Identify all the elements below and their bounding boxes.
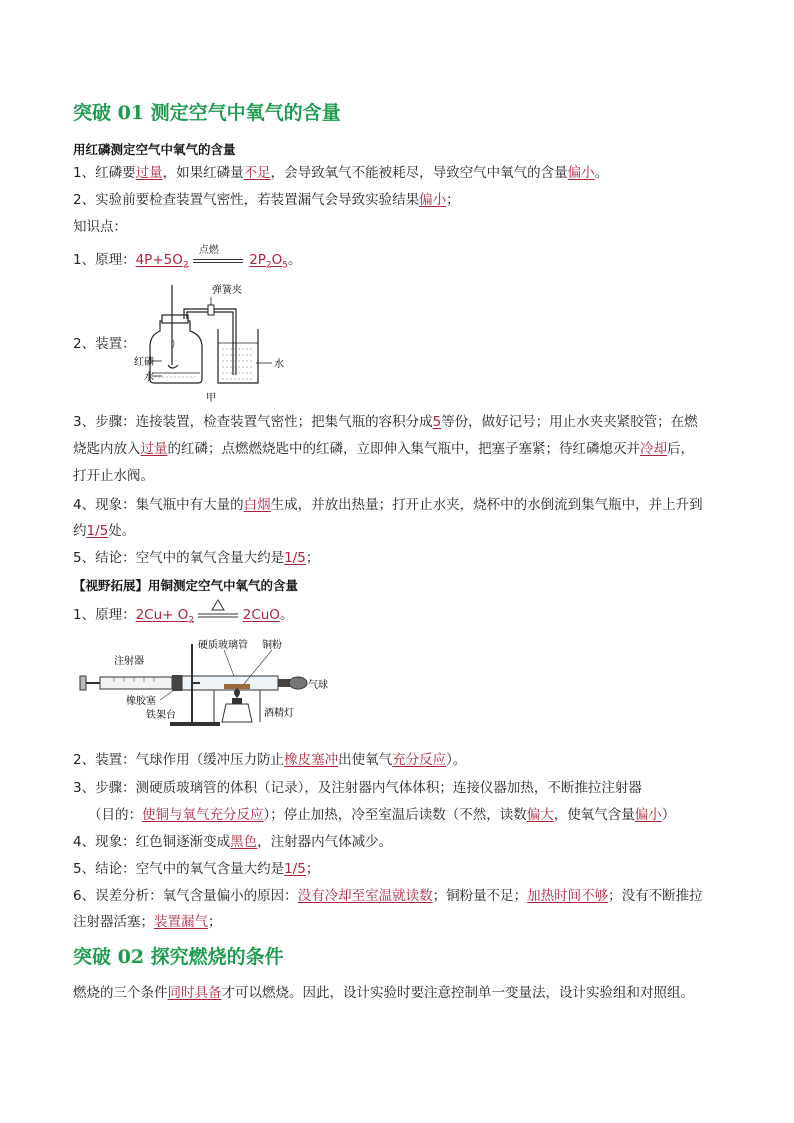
conclusion-2: 5、结论：空气中的氧气含量大约是1/5； [73,861,320,877]
section-1-title: 突破 01 测定空气中氧气的含量 [73,102,341,124]
label-water-right: 水 [274,359,284,370]
copper-apparatus-figure [74,634,344,728]
label-stopper: 橡胶塞 [126,696,156,707]
label-glass-tube: 硬质玻璃管 [198,640,248,651]
principle-copper: 1、原理：$2Cu+ O_2$ 2CuO。 [73,605,293,631]
ignite-arrow: 点燃 [193,253,245,267]
label-clamp: 弹簧夹 [212,285,242,296]
principle-phosphorus: 1、原理：$4P+5O_2$ 点燃 $2P_2O_5$。 [73,245,302,271]
label-balloon: 气球 [308,680,328,691]
subtitle-red-phosphorus: 用红磷测定空气中氧气的含量 [73,142,236,157]
label-red-phosphorus: 红磷 [134,357,154,368]
step-2-line-1: 3、步骤：测硬质玻璃管的体积（记录），及注射器内气体体积；连接仪器加热，不断推拉注射器 [73,780,642,796]
step-line-2: 烧匙内放入过量的红磷；点燃燃烧匙中的红磷，立即伸入集气瓶中，把塞子塞紧；待红磷熄灭并冷却后， [73,441,694,457]
error-analysis-line-1: 6、误差分析：氧气含量偏小的原因：没有冷却至室温就读数；铜粉量不足；加热时间不够；没有不断推拉 [73,888,703,904]
label-iron-stand: 铁架台 [146,710,176,721]
combustion-conditions-line: 燃烧的三个条件同时具备才可以燃烧。因此，设计实验时要注意控制单一变量法，设计实验组和对照组。 [73,985,694,1001]
section-2-title: 突破 02 探究燃烧的条件 [73,946,284,968]
step-2-line-2: （目的：使铜与氧气充分反应）；停止加热，冷至室温后读数（不然，读数偏大，使氧气含量偏小） [88,807,676,823]
phenomenon-2: 4、现象：红色铜逐渐变成黑色，注射器内气体减少。 [73,834,393,850]
extension-title: 【视野拓展】用铜测定空气中氧气的含量 [73,578,299,593]
label-syringe: 注射器 [114,656,144,667]
line-1: 1、红磷要过量，如果红磷量不足，会导致氧气不能被耗尽，导致空气中氧气的含量偏小。 [73,165,609,181]
apparatus-label: 2、装置： [73,336,136,352]
error-analysis-line-2: 注射器活塞；装置漏气； [73,914,222,930]
triangle-heat-icon [198,598,238,622]
label-alcohol-lamp: 酒精灯 [264,708,294,719]
phenomenon-line-1: 4、现象：集气瓶中有大量的白烟生成，并放出热量；打开止水夹，烧杯中的水倒流到集气瓶中，并上升到 [73,497,703,513]
label-water-left: 水 [144,372,154,383]
step-line-3: 打开止水阀。 [73,468,154,484]
step-line-1: 3、步骤：连接装置，检查装置气密性；把集气瓶的容积分成5等份，做好记号；用止水夹夹紧胶管；在燃 [73,414,698,430]
conclusion-1: 5、结论：空气中的氧气含量大约是1/5； [73,550,320,566]
line-2: 2、实验前要检查装置气密性，若装置漏气会导致实验结果偏小； [73,192,460,208]
label-figure-jia: 甲 [206,393,216,404]
label-copper-powder: 铜粉 [262,640,282,651]
phosphorus-apparatus-figure [132,283,302,405]
apparatus-2-line: 2、装置：气球作用（缓冲压力防止橡皮塞冲出使氧气充分反应）。 [73,752,467,768]
knowledge-label: 知识点： [73,219,127,235]
phenomenon-line-2: 约1/5处。 [73,523,136,539]
heat-arrow [198,608,238,622]
